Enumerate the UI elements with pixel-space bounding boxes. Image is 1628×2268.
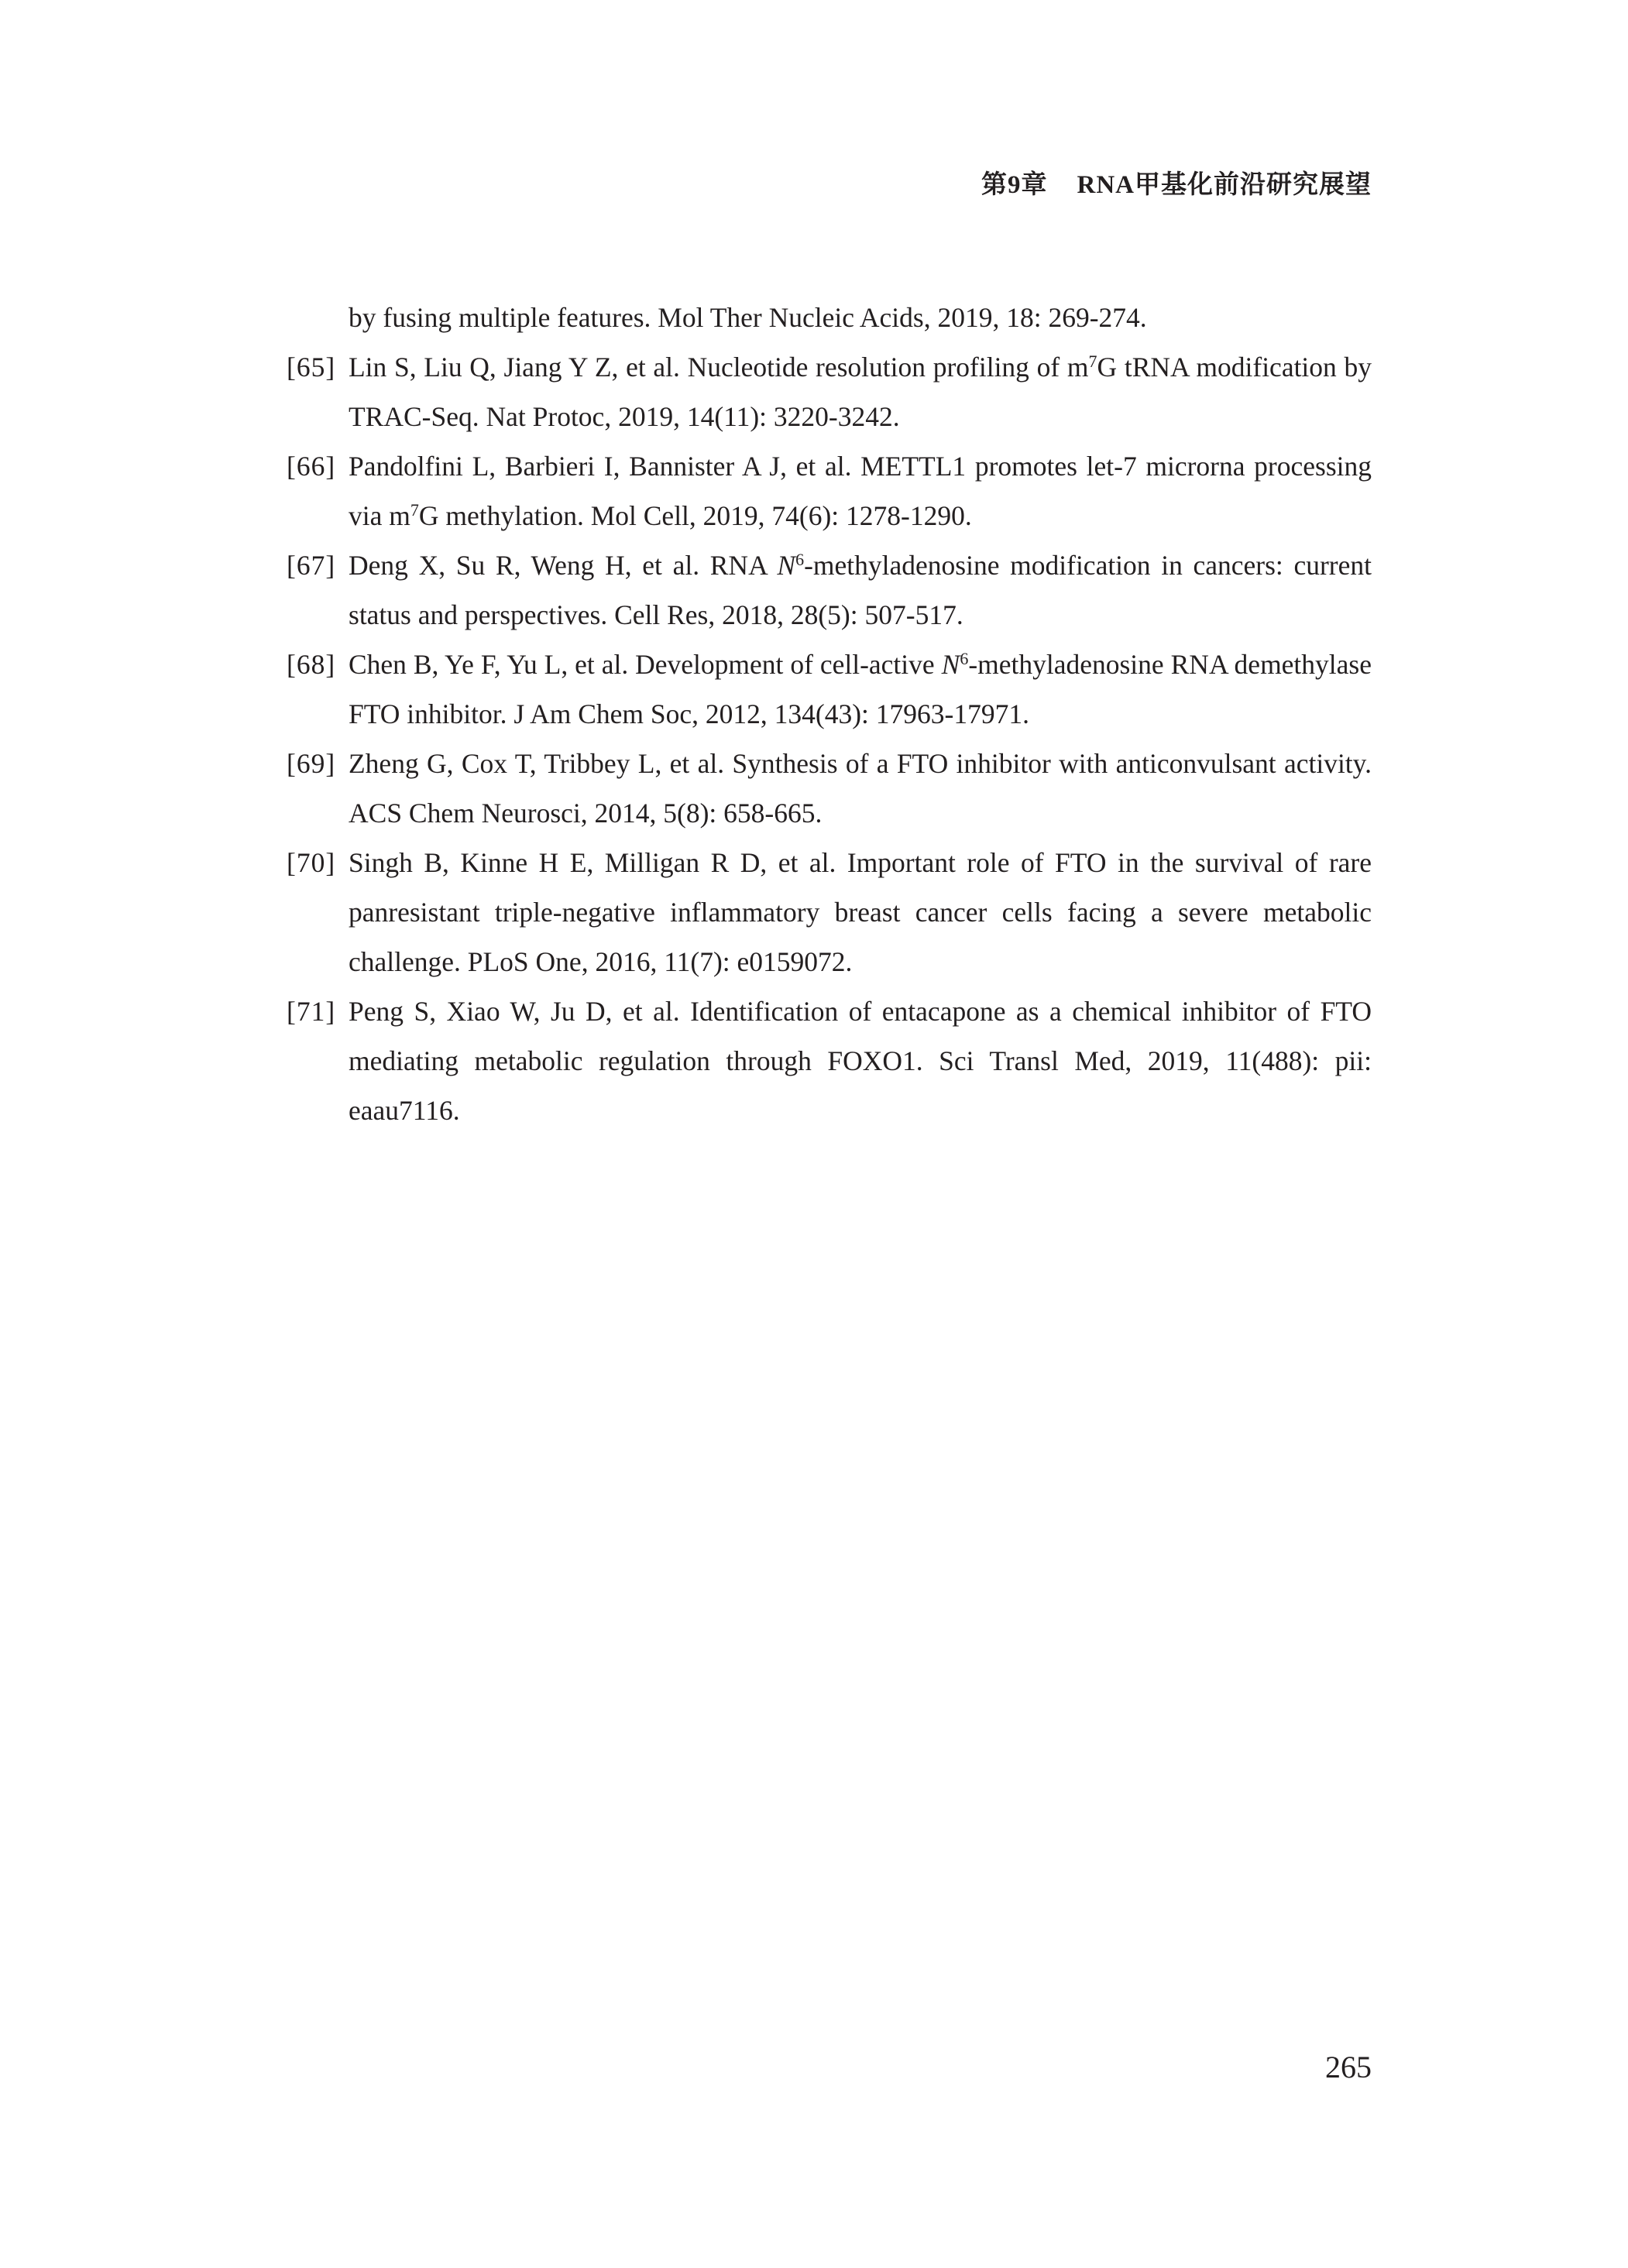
chapter-title: RNA甲基化前沿研究展望 (1077, 171, 1372, 199)
reference-66 (287, 441, 1372, 540)
reference-number: [66] (287, 451, 336, 482)
reference-text: Deng X, Su R, Weng H, et al. RNA $N^6$-methyladenosine modification in cancers: current status and perspectives. Cell Res, 2018, 28(5): 507-517. (349, 550, 1372, 630)
reference-number: [69] (287, 748, 336, 779)
page-number: 265 (1325, 2050, 1372, 2084)
reference-number: [71] (287, 996, 336, 1027)
reference-text: Lin S, Liu Q, Jiang Y Z, et al. Nucleotide resolution profiling of $m^7G$ tRNA modification by TRAC-Seq. Nat Protoc, 2019, 14(11): 3220-3242. (349, 352, 1372, 432)
reference-number: [70] (287, 847, 336, 878)
reference-number: [65] (287, 352, 336, 383)
reference-text: Singh B, Kinne H E, Milligan R D, et al. Important role of FTO in the survival of rare panresistant triple-negative inflammatory breast cancer cells facing a severe metabolic challenge. PLoS One, 2016, 11(7): e0159072. (349, 847, 1372, 977)
chapter-label: 第9章 (981, 171, 1048, 199)
reference-text: by fusing multiple features. Mol Ther Nucleic Acids, 2019, 18: 269-274. (349, 302, 1147, 333)
reference-text: Chen B, Ye F, Yu L, et al. Development of cell-active $N^6$-methyladenosine RNA demethylase FTO inhibitor. J Am Chem Soc, 2012, 134(43): 17963-17971. (349, 649, 1372, 729)
reference-71 (287, 986, 1372, 1135)
reference-text: Zheng G, Cox T, Tribbey L, et al. Synthesis of a FTO inhibitor with anticonvulsant activity. ACS Chem Neurosci, 2014, 5(8): 658-665. (349, 748, 1372, 829)
reference-68 (287, 640, 1372, 739)
reference-continuation (287, 293, 1372, 342)
reference-list (287, 293, 1372, 1135)
reference-number: [67] (287, 550, 336, 581)
running-header (981, 164, 1372, 201)
reference-text: Pandolfini L, Barbieri I, Bannister A J, et al. METTL1 promotes let-7 microrna processing via $m^7G$ methylation. Mol Cell, 2019, 74(6): 1278-1290. (349, 451, 1372, 531)
reference-69 (287, 739, 1372, 838)
reference-67 (287, 540, 1372, 640)
reference-text: Peng S, Xiao W, Ju D, et al. Identification of entacapone as a chemical inhibitor of FTO mediating metabolic regulation through FOXO1. Sci Transl Med, 2019, 11(488): pii: eaau7116. (349, 996, 1372, 1126)
reference-number: [68] (287, 649, 336, 680)
reference-65 (287, 342, 1372, 441)
reference-70 (287, 838, 1372, 986)
